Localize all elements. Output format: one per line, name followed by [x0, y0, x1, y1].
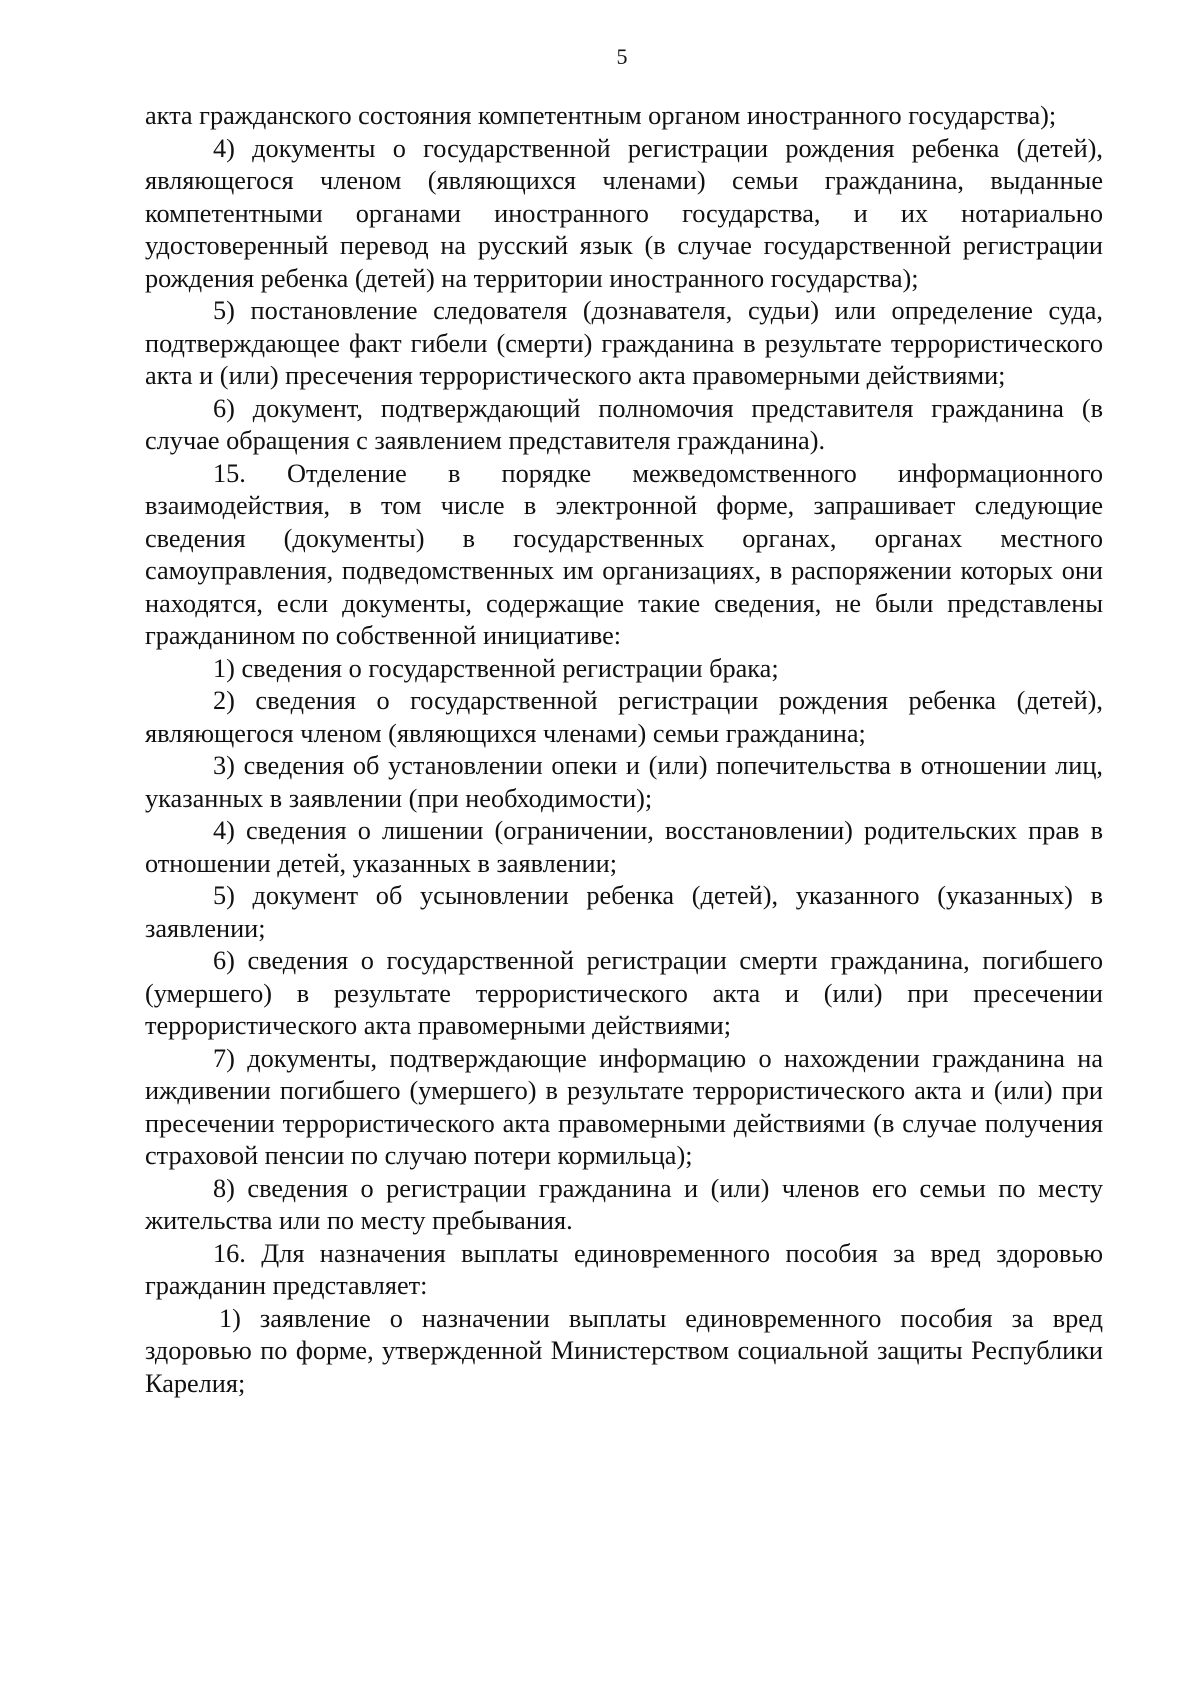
page-number: 5	[616, 44, 628, 69]
list-item-6-representative-document: 6) документ, подтверждающий полномочия представителя гражданина (в случае обращения с заявлением представителя гражданина).	[145, 393, 1103, 455]
clause-15-item-2: 2) сведения о государственной регистрации рождения ребенка (детей), являющегося членом (являющихся членами) семьи гражданина;	[145, 686, 1103, 748]
clause-15-item-6: 6) сведения о государственной регистрации смерти гражданина, погибшего (умершего) в результате террористического акта и (или) при пресечении террористического акта правомерными действиями;	[145, 946, 1103, 1040]
clause-15: 15. Отделение в порядке межведомственного информационного взаимодействия, в том числе в электронной форме, запрашивает следующие сведения (документы) в государственных органах, органах местного самоуправления, подведомственных им организациях, в распоряжении которых они находятся, если документы, содержащие такие сведения, не были представлены гражданином по собственной инициативе:	[145, 458, 1103, 650]
clause-15-item-3: 3) сведения об установлении опеки и (или) попечительства в отношении лиц, указанных в заявлении (при необходимости);	[145, 751, 1103, 813]
clause-15-item-5: 5) документ об усыновлении ребенка (детей), указанного (указанных) в заявлении;	[145, 881, 1103, 943]
list-item-4-birth-documents: 4) документы о государственной регистрации рождения ребенка (детей), являющегося членом (являющихся членами) семьи гражданина, выданные компетентными органами иностранного государства, и их нотариально удостоверенный перевод на русский язык (в случае государственной регистрации рождения ребенка (детей) на территории иностранного государства);	[145, 133, 1103, 293]
clause-16: 16. Для назначения выплаты единовременного пособия за вред здоровью гражданин представляет:	[145, 1238, 1103, 1300]
clause-15-item-8: 8) сведения о регистрации гражданина и (или) членов его семьи по месту жительства или по месту пребывания.	[145, 1173, 1103, 1235]
list-item-5-investigator-resolution: 5) постановление следователя (дознавателя, судьи) или определение суда, подтверждающее факт гибели (смерти) гражданина в результате террористического акта и (или) пресечения террористического акта правомерными действиями;	[145, 296, 1103, 390]
clause-15-item-4: 4) сведения о лишении (ограничении, восстановлении) родительских прав в отношении детей, указанных в заявлении;	[145, 816, 1103, 878]
clause-15-item-7: 7) документы, подтверждающие информацию о нахождении гражданина на иждивении погибшего (умершего) в результате террористического акта и (или) при пресечении террористического акта правомерными действиями (в случае получения страховой пенсии по случаю потери кормильца);	[145, 1043, 1103, 1170]
clause-15-item-1: 1) сведения о государственной регистрации брака;	[213, 653, 779, 683]
document-body	[145, 100, 1103, 1400]
paragraph-continuation: акта гражданского состояния компетентным органом иностранного государства);	[145, 101, 1057, 130]
clause-16-item-1: 1) заявление о назначении выплаты единовременного пособия за вред здоровью по форме, утвержденной Министерством социальной защиты Республики Карелия;	[145, 1303, 1103, 1398]
